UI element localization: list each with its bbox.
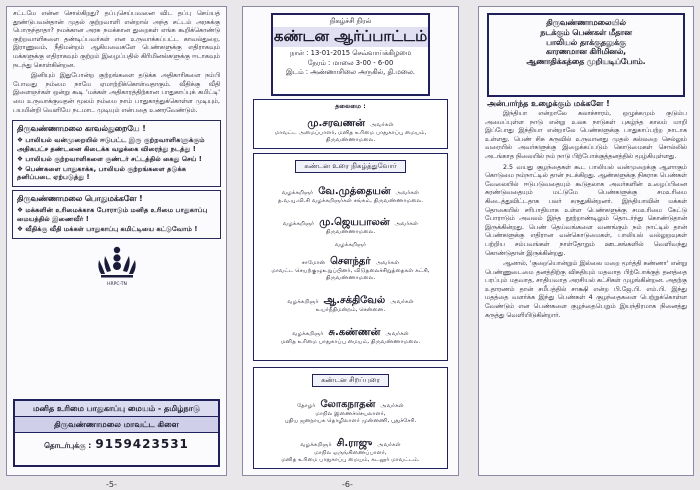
speaker-3-name: சௌந்தர் bbox=[330, 256, 371, 267]
adv-label: வழக்கறிஞர் bbox=[282, 221, 315, 227]
avargal-label: அவர்கள் bbox=[377, 442, 401, 448]
avargal-label: அவர்கள் bbox=[375, 260, 400, 266]
presidency-label: தலைமை : bbox=[335, 103, 366, 110]
speaker-5-name: சு.கண்ணன் bbox=[328, 327, 381, 338]
public-appeal-box bbox=[12, 190, 221, 238]
speakers-box bbox=[253, 153, 448, 361]
speaker-4-role: உயர்நீதிமன்றம், சென்னை. bbox=[315, 307, 386, 313]
police-demands-title: திருவண்ணாமலை காவல்துறையே ! bbox=[17, 124, 146, 134]
police-demands-box bbox=[12, 120, 221, 187]
page1-paragraph-3: ஆனால், 'குறையொன்றும் இல்லை மறை மூர்த்தி கண்ணா' என்று பெண்ணுடைமை தனத்திற்கு விசுதியும் மதவாத பிற்போக்குத் தனத்தை பரப்பும் மதவாத, சாதியவாத அரசியல் கட்சிகள் முழங்கின்றன. அதற்கு உதாரணம் தான் சமீபத்தில் சாக்ஷி என்ற பி.ஜே.பி. எம்.பி. இந்து மதத்தை வளர்க்க இந்து பெண்கள் 4 குழந்தைகளை பெற்றுக்கொள்ள வேண்டும் என பெண்களை குழந்தைபெறும் இயந்திரமாக நினைத்து கருத்து வெளியிடுகின்றார். bbox=[485, 260, 687, 319]
page5-paragraph-2: இனியும் இதுபோன்ற குற்றங்களை தடுக்க அதிகாரிகளை நம்பி போவது நம்மை நாமே ஏமாற்றிக்கொள்வதாகும். வீதிக்கு வீதி இளைஞர்கள் ஒன்று கூடி 'மக்கள் அதிகாரத்திற்கான பாதுகாப்புக் கமிட்டி' யை உருவாக்குவதன் மூலம் நம்மை நாம் பாதுகாத்துக்கொள்ள முடியும், பயமின்றி வெளியே நடமாட முடியும் என்பதை உணரவேண்டும். bbox=[13, 72, 220, 114]
page1-title-slogan: ஆணாதிக்கத்தை முறியடிப்போம். bbox=[526, 57, 646, 67]
president-name: மு.சரவணன் bbox=[307, 118, 365, 129]
event-place: இடம் : அண்ணாசிலை அருகில், தி.மலை. bbox=[286, 68, 415, 76]
page1-title-line: பாலியல் தாக்குதலுக்கு bbox=[546, 37, 626, 47]
special-speaker-1-role: மாநில இணைச்செயலாளர், bbox=[315, 411, 386, 417]
event-title: கண்டன ஆர்ப்பாட்டம் bbox=[273, 27, 428, 45]
adv-label: வழக்கறிஞர் bbox=[300, 442, 332, 448]
event-date: நாள் : 13-01-2015 செவ்வாய்க்கிழமை bbox=[289, 49, 412, 57]
page1-paragraph-1: இந்தியா என்றாலே கலாச்சாரம், ஒழுக்கமும் குடும்ப அமைப்புள்ள நாடு என்று உலக நாடுகள் புகழ்ந்த காலம் மாறி இப்போது இந்தியா என்றாலே பெண்களுக்கு பாதுகாப்பற்ற நாடாக உள்ளது. பெண் சிசு கருவில் உருவானது முதல் கல்லறை செல்லும் வரையில் அவர்களுக்கு இழைக்கப்படும் கொடுமைகள் சொல்லில் அடங்காத நிலையில் நம் நாடு பிற்போக்குத்தனத்தில் மூழ்கியுள்ளது. bbox=[485, 110, 687, 160]
contact-label: தொடர்புக்கு : bbox=[44, 441, 92, 450]
speaker-2-name: மு.ஜெயபாலன் bbox=[319, 217, 390, 228]
special-speaker-2-name: சி.ராஜு bbox=[336, 438, 373, 449]
avargal-label: அவர்கள் bbox=[390, 299, 414, 305]
speakers-label: கண்டன உரை நிகழ்த்துவோர் bbox=[295, 160, 405, 173]
special-speakers-box bbox=[253, 367, 448, 469]
program-label: நிகழ்ச்சி நிரல் bbox=[329, 17, 372, 25]
phone-number: 9159423531 bbox=[95, 437, 189, 451]
adv-label: வழக்கறிஞர் bbox=[281, 190, 314, 196]
org-name: மனித உரிமை பாதுகாப்பு மையம் - தமிழ்நாடு bbox=[15, 401, 218, 416]
comrade-label: தோழர் bbox=[297, 403, 316, 409]
page-1 bbox=[478, 6, 694, 476]
district-name: திருவண்ணாமலை மாவட்ட கிளை bbox=[15, 416, 218, 432]
speaker-1-name: வே.முத்தையன் bbox=[318, 186, 391, 197]
police-demand-item: ❖ பெண்களை பாதுகாக்க, பாலியல் குற்றங்களை தடுக்க தனிப்படை ஏற்படுத்து ! bbox=[17, 164, 187, 182]
avargal-label: அவர்கள் bbox=[395, 190, 420, 196]
special-speaker-2-org: மனித உரிமை பாதுகாப்பு மையம், கடலூர் மாவட்டம். bbox=[281, 457, 420, 463]
page1-paragraph-2: 2.5 வயது குழந்தைகள் கூட பாலியல் வன்முறைக்கு ஆளாகும் கொடுமை நம்நாட்டில் தான் நடக்கிறது. ஆண்களுக்கு நிகராக பெண்கள் வேலையில் ஈடுபடுவதையும் கூடுதலாக அவர்களின் உழைப்பினை சுரண்டுவதையும் மட்டுமே பெண்களுக்கு சமஉரிமை கிடைத்துவிட்டதாக பலர் கருதுகின்றனர். இந்தியாவின் மக்கள் தொகையில் சரிபாதியாக உள்ள பெண்களுக்கு சமஉரிமை கேட்டு போராடும் அவலம் இந்த நூற்றாண்டிலும் தொடர்ந்து கொண்டுதான் இருக்கின்றது. பெண் தெய்வங்களை வணங்கும் நம் நாட்டில் தான் பெண்களுக்கு எதிரான வன்கொடுமைகள், பாலியல் வல்லுறவுகள் பற்றிய சம்பவங்கள் நாள்தோறும் ஊடகங்களில் வெளிவந்து கொண்டுதான் இருக்கின்றது. bbox=[485, 163, 687, 257]
speaker-3-role: மாவட்ட செயற்குழுஉறுப்பினர், விடுதலைச்சிறுத்தைகள் கட்சி, திருவண்ணாமலை. bbox=[271, 268, 430, 281]
president-role: மாவட்ட அமைப்பாளர், மனித உரிமை பாதுகாப்பு மையம், திருவண்ணாமலை. bbox=[274, 130, 427, 143]
special-speaker-1-org: புதிய ஜனநாயக தொழிலாளர் முன்னணி, புதுச்சேரி. bbox=[284, 418, 417, 424]
public-appeal-item: ❖ மக்களின் உரிமைக்காக போராடும் மனித உரிமை பாதுகாப்பு மையத்தில் இணைவீர் ! bbox=[17, 206, 208, 223]
avargal-label: அவர்கள் bbox=[370, 122, 394, 128]
speaker-4-name: ஆ.சக்திவேல் bbox=[323, 295, 386, 306]
salutation: அன்பார்ந்த உழைக்கும் மக்களே ! bbox=[487, 99, 610, 108]
speaker-5-role: மனித உரிமை பாதுகாப்பு மையம், திருவண்ணாமலை. bbox=[280, 339, 421, 345]
speaker-2-role: திருவண்ணாமலை. bbox=[325, 229, 376, 235]
hrpc-logo-icon bbox=[87, 244, 147, 288]
special-speaker-2-role: மாநில ஒருங்கிணைப்பாளர், bbox=[314, 450, 387, 456]
page1-title-line: நடக்கும் பெண்கள் மீதான bbox=[540, 27, 632, 37]
page1-title-line: காரணமான கிரிமினல், bbox=[545, 47, 627, 57]
adv-label: வழக்கறிஞர் bbox=[287, 299, 319, 305]
page-number-5: -5- bbox=[106, 480, 117, 489]
special-label: கண்டன சிறப்புரை bbox=[312, 374, 389, 387]
speaker-3-prefix: சாமோன் bbox=[301, 260, 326, 266]
page-6 bbox=[242, 6, 459, 476]
page-5 bbox=[6, 6, 227, 476]
avargal-label: அவர்கள் bbox=[380, 403, 404, 409]
org-footer-box bbox=[13, 399, 220, 467]
avargal-label: அவர்கள் bbox=[385, 331, 409, 337]
avargal-label: அவர்கள் bbox=[394, 221, 419, 227]
public-appeal-item: ❖ வீதிக்கு வீதி மக்கள் பாதுகாப்பு கமிட்டியை கட்டுவோம் ! bbox=[17, 224, 198, 233]
presidency-box bbox=[253, 99, 448, 149]
speaker-1-role: த.வ.யு.வி.சி வழக்கறிஞர்கள் சங்கம், திருவண்ணாமலை. bbox=[277, 198, 424, 204]
logo-caption: HRPC-TN bbox=[106, 281, 127, 287]
adv-label-2: வழக்கறிஞர் bbox=[334, 242, 367, 248]
page5-paragraph-1: சட்டமே என்ன சொல்கிறது? தப்புசெய்பவனை விட தப்பு செய்யத் தூண்டுபவன்தான் முதல் குற்றவாளி என்றால் அந்த சட்டம் அரசுக்கு பொருந்தாதா? நமக்கான அரசு நமக்கான துறைகள் எங்க கூறிக்கொண்டு குற்றவாளிகளை தண்டிப்பவர்கள் என உருவாக்கப்பட்ட காவல்துறை, இராணுவம், நீதிமன்றம் ஆகியவைகளே பெண்களுக்கு எதிராகவும் மக்களுக்கு எதிராகவும் குற்றம் இழைப்பதில் கிரிமினல்களுக்கு ஈடாகவும் நடந்து கொள்கின்றன. bbox=[13, 10, 220, 69]
event-time: நேரம் : மாலை 3-00 - 6-00 bbox=[307, 58, 394, 67]
public-appeal-title: திருவண்ணாமலை பொதுமக்களே ! bbox=[17, 194, 143, 204]
page1-title-box bbox=[487, 13, 685, 97]
adv-label: வழக்கறிஞர் bbox=[292, 331, 324, 337]
police-demand-item: ❖ பாலியல் குற்றவாளிகளை குண்டர் சட்டத்தில் கைது செய் ! bbox=[17, 154, 202, 163]
contact-row bbox=[15, 432, 218, 455]
police-demand-item: ❖ பாலியல் வன்முறையில் ஈடுபட்ட இரு குற்றவாளிகளுக்கும் அதிகபட்ச தண்டனை கிடைக்க வழக்கை விரைந்து நடத்து ! bbox=[17, 136, 205, 153]
special-speaker-1-name: லோகநாதன் bbox=[320, 399, 376, 410]
page-number-6: -6- bbox=[342, 480, 353, 489]
page1-title-line: திருவண்ணாமலையில் bbox=[546, 18, 626, 27]
event-header bbox=[271, 13, 430, 96]
